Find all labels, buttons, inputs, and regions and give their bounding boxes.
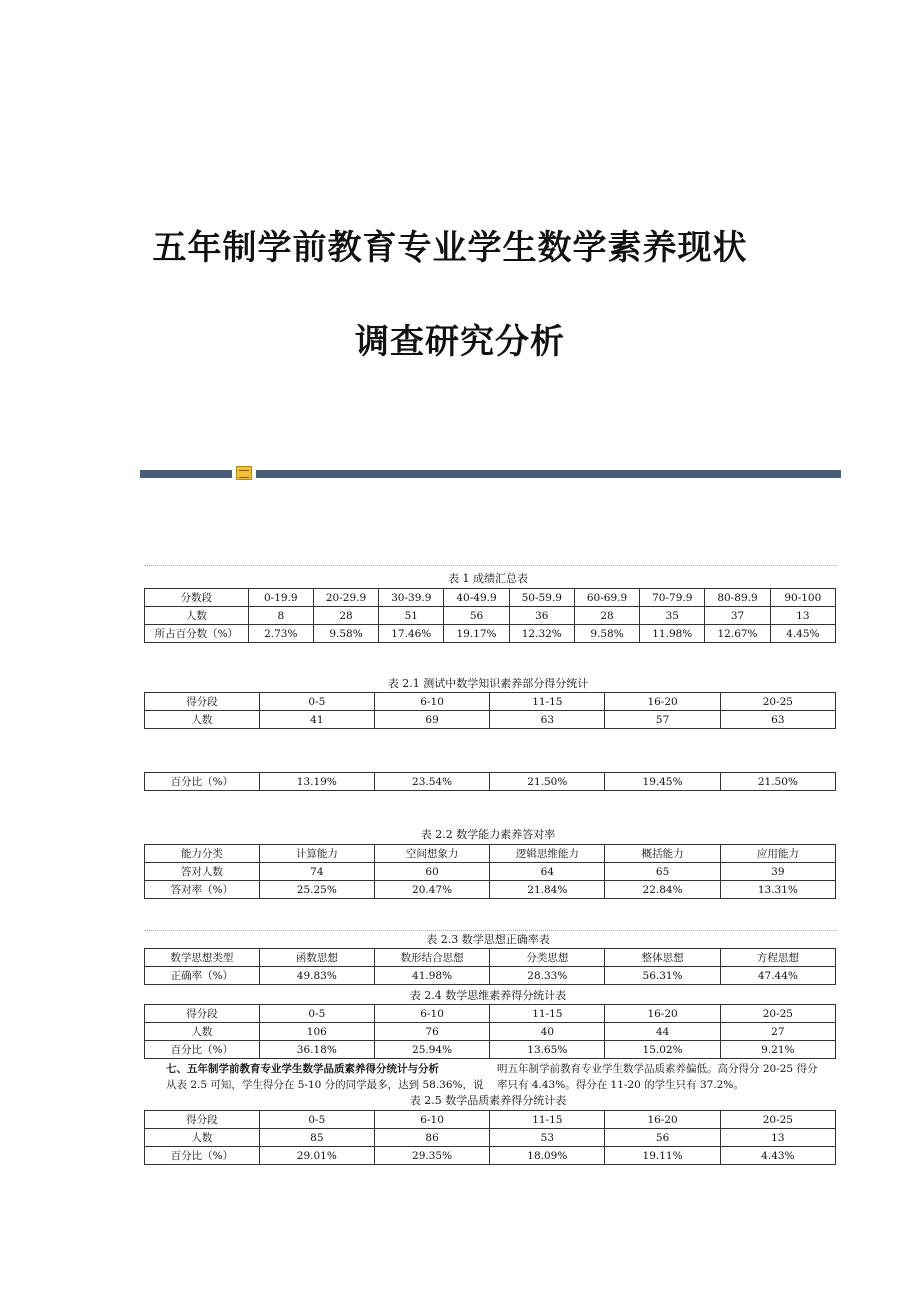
table-cell: 65 <box>605 863 720 881</box>
table-cell: 21.50% <box>720 773 835 791</box>
row-header-cell: 百分比（%） <box>145 1147 260 1165</box>
table-cell: 41.98% <box>374 967 489 985</box>
table-row <box>145 607 836 625</box>
table-cell: 29.01% <box>259 1147 374 1165</box>
row-header-cell: 百分比（%） <box>145 1041 260 1059</box>
table-row <box>145 949 836 967</box>
section-divider-right <box>256 470 841 478</box>
table-row <box>145 1041 836 1059</box>
table24-caption: 表 2.4 数学思维素养得分统计表 <box>409 989 567 1002</box>
table-cell: 13 <box>720 1129 835 1147</box>
document-title-line1: 五年制学前教育专业学生数学素养现状 <box>152 228 748 268</box>
table23-caption: 表 2.3 数学思想正确率表 <box>426 933 550 946</box>
table-cell: 9.58% <box>313 625 378 643</box>
table-cell: 0-5 <box>259 1005 374 1023</box>
table-cell: 40 <box>490 1023 605 1041</box>
table-cell: 20-29.9 <box>313 589 378 607</box>
table-cell: 19.17% <box>444 625 509 643</box>
table-cell: 57 <box>605 711 720 729</box>
table-cell: 11-15 <box>490 1005 605 1023</box>
table-cell: 53 <box>490 1129 605 1147</box>
table-row <box>145 845 836 863</box>
table-cell: 22.84% <box>605 881 720 899</box>
table-cell: 36 <box>509 607 574 625</box>
table-cell: 29.35% <box>374 1147 489 1165</box>
table-cell: 18.09% <box>490 1147 605 1165</box>
table-cell: 20.47% <box>374 881 489 899</box>
table-row <box>145 1023 836 1041</box>
table-cell: 39 <box>720 863 835 881</box>
row-header-cell: 答对人数 <box>145 863 260 881</box>
table-cell: 21.50% <box>490 773 605 791</box>
table-cell: 11.98% <box>640 625 705 643</box>
scan-line <box>144 565 836 566</box>
table-cell: 16-20 <box>605 1005 720 1023</box>
table-cell: 56 <box>605 1129 720 1147</box>
table25-quality-scores <box>144 1110 836 1165</box>
table-cell: 60-69.9 <box>574 589 639 607</box>
table-row <box>145 863 836 881</box>
envelope-icon <box>236 466 252 480</box>
table-cell: 86 <box>374 1129 489 1147</box>
section7-right-line2: 率只有 4.43%。得分在 11-20 的学生只有 37.2%。 <box>497 1079 744 1091</box>
table-cell: 25.94% <box>374 1041 489 1059</box>
table-cell: 69 <box>374 711 489 729</box>
table-cell: 20-25 <box>720 1005 835 1023</box>
table-cell: 106 <box>259 1023 374 1041</box>
table-row <box>145 1005 836 1023</box>
table-row <box>145 773 836 791</box>
row-header-cell: 百分比（%） <box>145 773 260 791</box>
table-cell: 19.11% <box>605 1147 720 1165</box>
table-cell: 23.54% <box>374 773 489 791</box>
table-cell: 6-10 <box>374 1111 489 1129</box>
table-cell: 0-5 <box>259 693 374 711</box>
table-cell: 50-59.9 <box>509 589 574 607</box>
table-cell: 20-25 <box>720 693 835 711</box>
table24-thinking-scores <box>144 1004 836 1059</box>
row-header-cell: 能力分类 <box>145 845 260 863</box>
table-cell: 56.31% <box>605 967 720 985</box>
table21-percent-row <box>144 772 836 791</box>
table-cell: 13 <box>770 607 835 625</box>
table-row <box>145 1129 836 1147</box>
table-row <box>145 625 836 643</box>
table-cell: 70-79.9 <box>640 589 705 607</box>
table25-caption: 表 2.5 数学品质素养得分统计表 <box>409 1094 567 1107</box>
table-cell: 11-15 <box>490 1111 605 1129</box>
table-row <box>145 1111 836 1129</box>
table21-caption: 表 2.1 测试中数学知识素养部分得分统计 <box>387 677 589 690</box>
table-cell: 6-10 <box>374 1005 489 1023</box>
row-header-cell: 人数 <box>145 711 260 729</box>
table-cell: 25.25% <box>259 881 374 899</box>
table-cell: 30-39.9 <box>379 589 444 607</box>
section-divider-left <box>140 470 232 478</box>
table-cell: 12.32% <box>509 625 574 643</box>
table-cell: 80-89.9 <box>705 589 770 607</box>
section7-right-line1: 明五年制学前教育专业学生数学品质素养偏低。高分得分 20-25 得分 <box>497 1063 818 1075</box>
table-cell: 11-15 <box>490 693 605 711</box>
table-cell: 空间想象力 <box>374 845 489 863</box>
row-header-cell: 数学思想类型 <box>145 949 260 967</box>
table-cell: 方程思想 <box>720 949 835 967</box>
table-cell: 49.83% <box>259 967 374 985</box>
table22-caption: 表 2.2 数学能力素养答对率 <box>420 828 556 841</box>
table-cell: 63 <box>720 711 835 729</box>
table-cell: 76 <box>374 1023 489 1041</box>
table-cell: 13.65% <box>490 1041 605 1059</box>
table-cell: 47.44% <box>720 967 835 985</box>
table22-ability-rates <box>144 844 836 899</box>
table-row <box>145 693 836 711</box>
table1-caption: 表 1 成绩汇总表 <box>448 572 528 585</box>
row-header-cell: 人数 <box>145 607 249 625</box>
section7-left-text: 从表 2.5 可知，学生得分在 5-10 分的同学最多，达到 58.36%，说 <box>166 1079 484 1091</box>
table-row <box>145 711 836 729</box>
row-header-cell: 人数 <box>145 1023 260 1041</box>
table-cell: 60 <box>374 863 489 881</box>
table-cell: 74 <box>259 863 374 881</box>
table-cell: 63 <box>490 711 605 729</box>
table-cell: 9.58% <box>574 625 639 643</box>
table-cell: 13.31% <box>720 881 835 899</box>
table-cell: 19.45% <box>605 773 720 791</box>
table-cell: 13.19% <box>259 773 374 791</box>
table-cell: 35 <box>640 607 705 625</box>
table-cell: 计算能力 <box>259 845 374 863</box>
table-cell: 数形结合思想 <box>374 949 489 967</box>
section7-heading: 七、五年制学前教育专业学生数学品质素养得分统计与分析 <box>166 1063 439 1075</box>
table-cell: 应用能力 <box>720 845 835 863</box>
table-cell: 40-49.9 <box>444 589 509 607</box>
table-cell: 9.21% <box>720 1041 835 1059</box>
table-cell: 15.02% <box>605 1041 720 1059</box>
table-cell: 17.46% <box>379 625 444 643</box>
table-cell: 37 <box>705 607 770 625</box>
table-cell: 0-5 <box>259 1111 374 1129</box>
table-cell: 28.33% <box>490 967 605 985</box>
table1-score-summary <box>144 588 836 643</box>
row-header-cell: 人数 <box>145 1129 260 1147</box>
table-cell: 整体思想 <box>605 949 720 967</box>
table-cell: 28 <box>574 607 639 625</box>
table-cell: 8 <box>248 607 313 625</box>
table-cell: 64 <box>490 863 605 881</box>
table-cell: 逻辑思维能力 <box>490 845 605 863</box>
table-row <box>145 589 836 607</box>
table-cell: 51 <box>379 607 444 625</box>
table-cell: 函数思想 <box>259 949 374 967</box>
table-cell: 44 <box>605 1023 720 1041</box>
table-cell: 21.84% <box>490 881 605 899</box>
table-row <box>145 881 836 899</box>
table-cell: 41 <box>259 711 374 729</box>
table-row <box>145 1147 836 1165</box>
table-cell: 27 <box>720 1023 835 1041</box>
row-header-cell: 得分段 <box>145 1111 260 1129</box>
table-row <box>145 967 836 985</box>
table-cell: 0-19.9 <box>248 589 313 607</box>
table-cell: 16-20 <box>605 693 720 711</box>
table-cell: 6-10 <box>374 693 489 711</box>
table-cell: 28 <box>313 607 378 625</box>
scan-line <box>144 930 836 931</box>
table21-knowledge-scores <box>144 692 836 729</box>
table-cell: 12.67% <box>705 625 770 643</box>
table-cell: 概括能力 <box>605 845 720 863</box>
table-cell: 36.18% <box>259 1041 374 1059</box>
table-cell: 2.73% <box>248 625 313 643</box>
table23-thought-accuracy <box>144 948 836 985</box>
table-cell: 分类思想 <box>490 949 605 967</box>
table-cell: 16-20 <box>605 1111 720 1129</box>
row-header-cell: 答对率（%） <box>145 881 260 899</box>
table-cell: 56 <box>444 607 509 625</box>
table-cell: 4.45% <box>770 625 835 643</box>
row-header-cell: 得分段 <box>145 693 260 711</box>
row-header-cell: 得分段 <box>145 1005 260 1023</box>
row-header-cell: 所占百分数（%） <box>145 625 249 643</box>
table-cell: 85 <box>259 1129 374 1147</box>
table-cell: 20-25 <box>720 1111 835 1129</box>
row-header-cell: 正确率（%） <box>145 967 260 985</box>
document-title-line2: 调查研究分析 <box>355 322 565 362</box>
table-cell: 4.43% <box>720 1147 835 1165</box>
table-cell: 90-100 <box>770 589 835 607</box>
row-header-cell: 分数段 <box>145 589 249 607</box>
